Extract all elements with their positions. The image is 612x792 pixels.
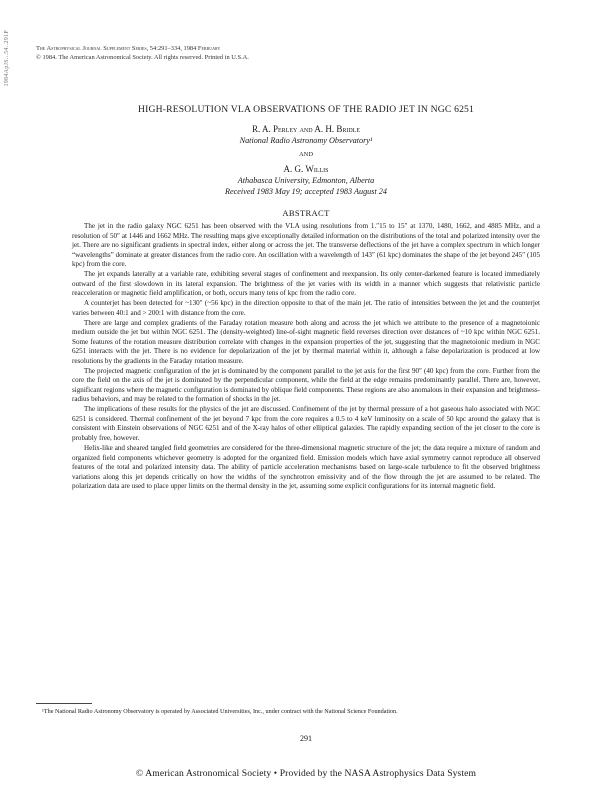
journal-citation: The Astrophysical Journal Supplement Series, 54:291–334, 1984 February xyxy=(36,45,221,52)
author-and-separator: AND xyxy=(298,151,314,158)
paper-title: HIGH-RESOLUTION VLA OBSERVATIONS OF THE RADIO JET IN NGC 6251 xyxy=(137,104,475,115)
footnote-divider xyxy=(36,703,92,704)
affiliation-secondary: Athabasca University, Edmonton, Alberta xyxy=(237,176,375,185)
author-block xyxy=(36,124,576,197)
abstract-paragraph: Helix-like and sheared tangled field geometries are considered for the three-dimensional magnetic structure of the jet; the data require a mixture of random and organized field components whichever geometry is adopted for the organized field. Emission models which have axial symmetry cannot reproduce all observed features of the total and polarized intensity data. The ability of particle acceleration mechanisms based on large-scale turbulence to fit the observed brightness variations along this jet depends critically on how the widths of the synchrotron emissivity and of the flow through the jet are assumed to be related. The polarization data are used to place upper limits on the thermal density in the jet, assuming some explicit configurations for its internal magnetic field. xyxy=(72,444,540,491)
abstract-paragraph: The projected magnetic configuration of the jet is dominated by the component parallel to the jet axis for the first 90″ (40 kpc) from the core. Further from the core the field on the axis of the jet is dominated by the perpendicular component, while the field at the edge remains predominantly parallel. There are, however, significant regions where the magnetic configuration is dominated by oblique field components. These regions are also anomalous in their expansion and brightness-radius behaviors, and may be related to the formation of shocks in the jet. xyxy=(72,366,540,404)
abstract-paragraph: The jet in the radio galaxy NGC 6251 has been observed with the VLA using resolutions from 1.″15 to 15″ at 1370, 1480, 1662, and 4885 MHz, and a resolution of 50″ at 1446 and 1662 MHz. The resulting maps give exceptionally detailed information on the distributions of the total and polarized intensity over the jet. There are no significant gradients in spectral index, either along or across the jet. The transverse deflections of the jet have a complex spectrum in which longer “wavelengths” dominate at greater distances from the radio core. An oscillation with a wavelength of 143″ (61 kpc) dominates the shape of the jet beyond 245″ (105 kpc) from the core. xyxy=(72,222,540,268)
page-number: 291 xyxy=(300,734,312,743)
abstract-paragraph: There are large and complex gradients of the Faraday rotation measure both along and across the jet which we attribute to the presence of a magnetoionic medium outside the jet but within NGC 6251. The (density-weighted) line-of-sight magnetic field reverses direction over distances of ~10 kpc within NGC 6251. Some features of the rotation measure distribution correlate with changes in the expansion properties of the jet, suggesting that the magnetoionic medium in NGC 6251 interacts with the jet. There is no evidence for depolarization of the jet by thermal material within it, although a false depolarization is produced at low resolutions by the gradients in the Faraday rotation measure. xyxy=(72,318,540,365)
abstract-heading: ABSTRACT xyxy=(282,208,330,218)
abstract-paragraph: The jet expands laterally at a variable rate, exhibiting several stages of confinement and reexpansion. Its only center-darkened feature is located immediately outward of the first slowdown in its lateral expansion. The brightness of the jet varies with its width in a manner which suggests that relativistic particle reacceleration or magnetic field amplification, or both, occurs many tens of kpc from the radio core. xyxy=(72,270,540,298)
abstract-body xyxy=(72,222,540,492)
affiliation-primary: National Radio Astronomy Observatory¹ xyxy=(239,136,373,145)
footnote: ¹The National Radio Astronomy Observatory is operated by Associated Universities, Inc., under contract with the National Science Foundation. xyxy=(42,708,398,715)
bibcode-margin-note: 1984ApJS...54..291P xyxy=(4,30,10,87)
abstract-paragraph: The implications of these results for the physics of the jet are discussed. Confinement of the jet by thermal pressure of a hot gaseous halo associated with NGC 6251 is considered. Thermal confinement of the jet beyond 7 kpc from the core requires a 0.5 to 4 keV luminosity on a scale of 50 kpc around the galaxy that is consistent with Einstein observations of NGC 6251 and of the X-ray halos of other elliptical galaxies. The rapidly expanding section of the jet closer to the core is probably free, however. xyxy=(72,405,540,442)
received-accepted-dates: Received 1983 May 19; accepted 1983 August 24 xyxy=(225,187,387,196)
ads-footer: © American Astronomical Society • Provided by the NASA Astrophysics Data System xyxy=(135,768,477,779)
author-names-secondary: A. G. Willis xyxy=(283,164,329,174)
abstract-paragraph: A counterjet has been detected for ~130″ (~56 kpc) in the direction opposite to that of the main jet. The ratio of intensities between the jet and the counterjet varies between 40:1 and > 200:1 with distance from the core. xyxy=(72,299,540,317)
copyright-line: © 1984. The American Astronomical Society. All rights reserved. Printed in U.S.A. xyxy=(36,54,249,61)
journal-header xyxy=(36,44,576,62)
author-names-primary: R. A. Perley and A. H. Bridle xyxy=(251,124,360,134)
